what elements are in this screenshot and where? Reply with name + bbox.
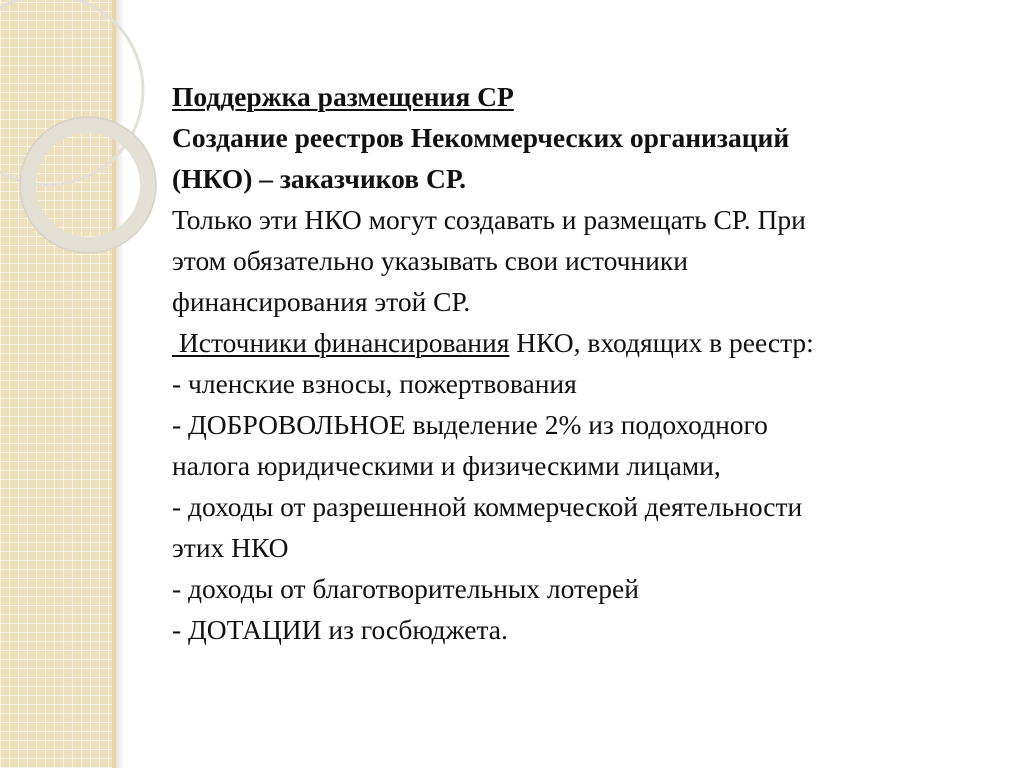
paragraph-line-3: финансирования этой СР. [172,286,471,317]
subheading-line-2: (НКО) – заказчиков СР. [172,163,467,194]
paragraph-line-1: Только эти НКО могут создавать и размещать СР. При [172,204,806,235]
large-ring-icon [0,0,143,185]
list-item: - доходы от благотворительных лотерей [172,573,639,604]
list-item: - доходы от разрешенной коммерческой деятельности [172,491,803,522]
paragraph-line-2: этом обязательно указывать свои источники [172,245,688,276]
sources-intro-line [172,322,992,363]
list-item: - ДОБРОВОЛЬНОЕ выделение 2% из подоходного [172,409,768,440]
list-item: этих НКО [172,532,289,563]
slide-heading: Поддержка размещения СР [172,81,514,112]
slide-content [172,76,992,650]
subheading-line-1: Создание реестров Некоммерческих организаций [172,122,790,153]
list-item: - ДОТАЦИИ из госбюджета. [172,614,508,645]
sources-intro-underlined: Источники финансирования [172,327,510,358]
list-item: налога юридическими и физическими лицами, [172,450,721,481]
sources-intro-rest: НКО, входящих в реестр: [509,327,814,358]
list-item: - членские взносы, пожертвования [172,368,577,399]
